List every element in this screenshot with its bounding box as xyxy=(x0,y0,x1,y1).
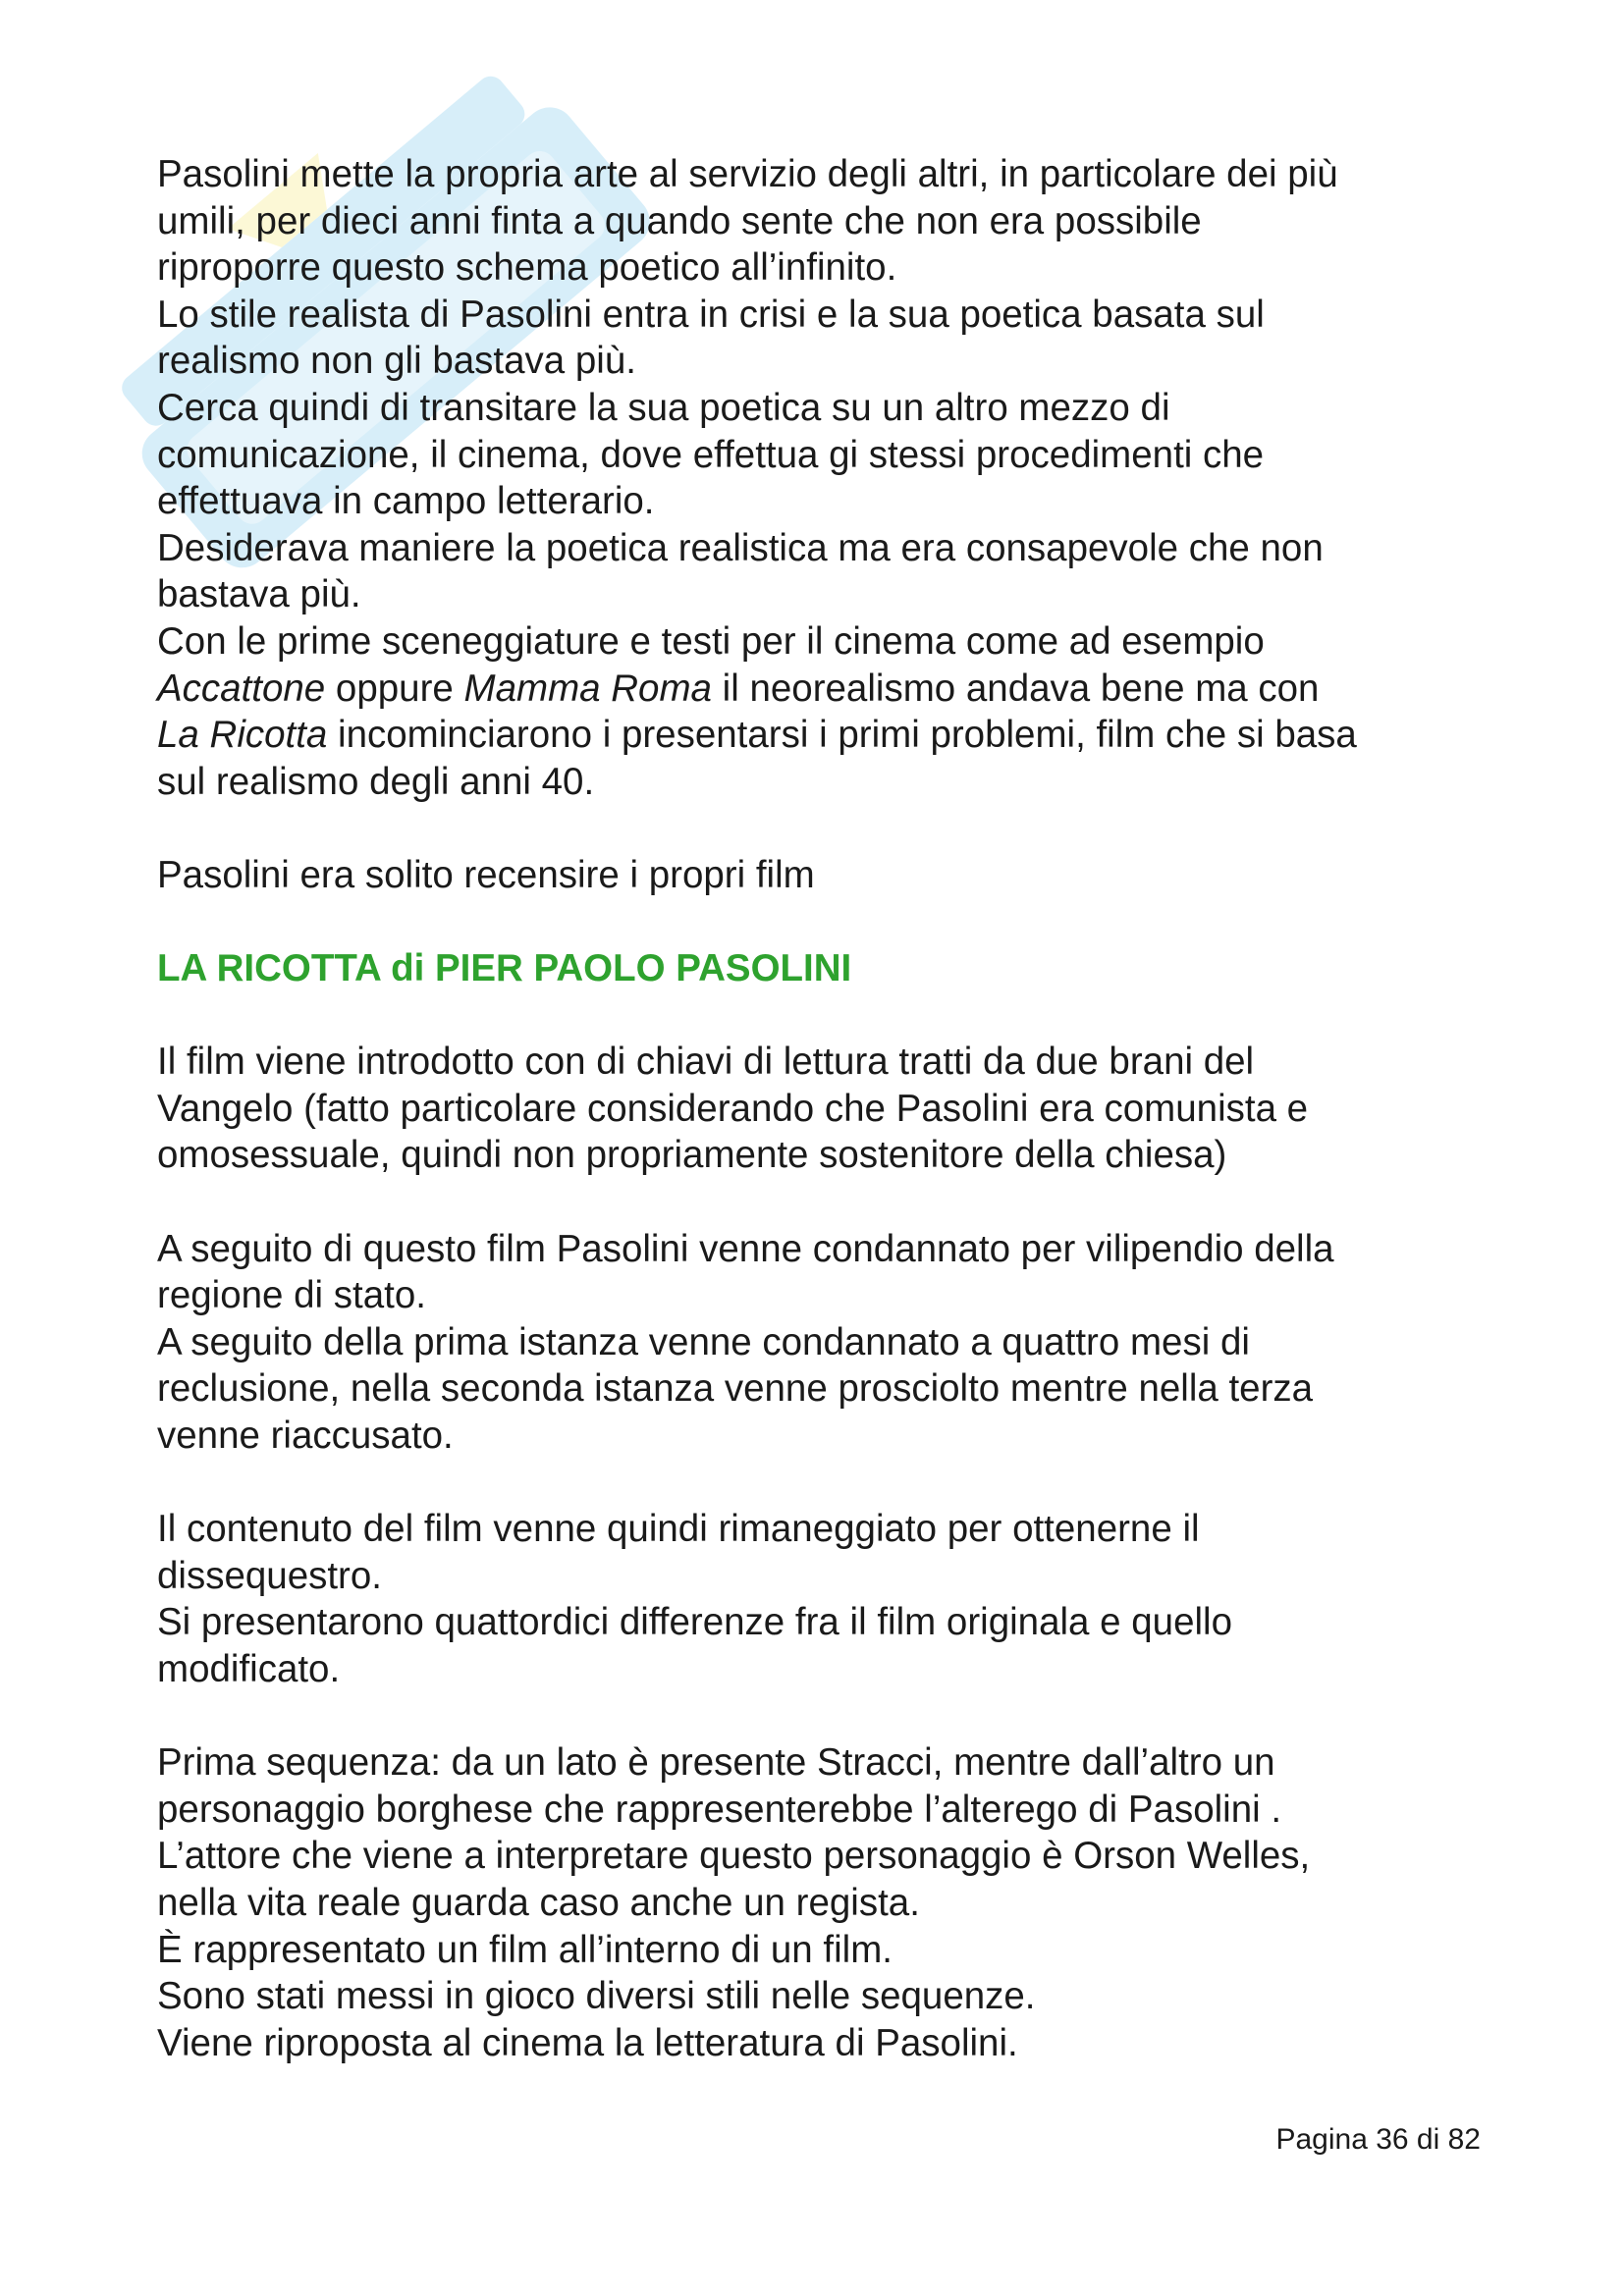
text-line: regione di stato. xyxy=(157,1274,426,1317)
paragraph-trial xyxy=(157,1226,1492,1460)
text-line: sul realismo degli anni 40. xyxy=(157,760,595,803)
text-line: Lo stile realista di Pasolini entra in crisi e la sua poetica basata sul xyxy=(157,293,1265,336)
text-line: Prima sequenza: da un lato è presente Stracci, mentre dall’altro un xyxy=(157,1741,1275,1785)
text-line: bastava più. xyxy=(157,573,361,616)
text-line: L’attore che viene a interpretare questo personaggio è Orson Welles, xyxy=(157,1835,1311,1878)
text-line: Si presentarono quattordici differenze fra il film originala e quello xyxy=(157,1601,1233,1644)
film-title: La Ricotta xyxy=(157,714,328,757)
text-line: omosessuale, quindi non propriamente sostenitore della chiesa) xyxy=(157,1134,1227,1177)
text-line: Il film viene introdotto con di chiavi di lettura tratti da due brani del xyxy=(157,1041,1255,1084)
text-line: Cerca quindi di transitare la sua poetica su un altro mezzo di xyxy=(157,386,1170,429)
text-line: comunicazione, il cinema, dove effettua gi stessi procedimenti che xyxy=(157,433,1265,476)
text-line: reclusione, nella seconda istanza venne prosciolto mentre nella terza xyxy=(157,1367,1314,1411)
text-line: La Ricotta incominciarono i presentarsi i primi problemi, film che si basa xyxy=(157,714,1357,757)
paragraph-intro-film xyxy=(157,1039,1492,1179)
text-line: Desiderava maniere la poetica realistica ma era consapevole che non xyxy=(157,526,1324,569)
section-heading: LA RICOTTA di PIER PAOLO PASOLINI xyxy=(157,947,852,990)
text-line: realismo non gli bastava più. xyxy=(157,340,636,383)
film-title: Accattone xyxy=(157,667,326,710)
film-title: Mamma Roma xyxy=(463,667,712,710)
text-line: È rappresentato un film all’interno di un film. xyxy=(157,1928,893,1971)
paragraph-intro xyxy=(157,151,1492,666)
text-line: dissequestro. xyxy=(157,1554,382,1597)
text-line: Con le prime sceneggiature e testi per il cinema come ad esempio xyxy=(157,619,1265,663)
text-line: modificato. xyxy=(157,1648,341,1690)
text-line: Sono stati messi in gioco diversi stili nelle sequenze. xyxy=(157,1975,1036,2018)
page-number: Pagina 36 di 82 xyxy=(1275,2123,1481,2156)
text-line: Viene riproposta al cinema la letteratura di Pasolini. xyxy=(157,2021,1018,2064)
text-line: Accattone oppure Mamma Roma il neorealismo andava bene ma con xyxy=(157,667,1320,710)
text-line: Vangelo (fatto particolare considerando che Pasolini era comunista e xyxy=(157,1087,1309,1130)
text-line: Il contenuto del film venne quindi rimaneggiato per ottenerne il xyxy=(157,1508,1200,1551)
paragraph-sequence xyxy=(157,1739,1492,2066)
text-line: umili, per dieci anni finta a quando sente che non era possibile xyxy=(157,199,1202,242)
text-line: personaggio borghese che rappresenterebbe l’alterego di Pasolini . xyxy=(157,1788,1282,1831)
text-line: A seguito di questo film Pasolini venne condannato per vilipendio della xyxy=(157,1227,1334,1270)
page-body xyxy=(157,151,1492,2066)
text-line: riproporre questo schema poetico all’infinito. xyxy=(157,246,897,290)
text-line: nella vita reale guarda caso anche un regista. xyxy=(157,1881,920,1924)
text-line: A seguito della prima istanza venne condannato a quattro mesi di xyxy=(157,1320,1250,1363)
text-line: effettuava in campo letterario. xyxy=(157,480,655,523)
paragraph-changes xyxy=(157,1506,1492,1692)
review-line: Pasolini era solito recensire i propri film xyxy=(157,853,815,896)
text-line: venne riaccusato. xyxy=(157,1415,454,1458)
text-line: Pasolini mette la propria arte al servizio degli altri, in particolare dei più xyxy=(157,153,1338,195)
